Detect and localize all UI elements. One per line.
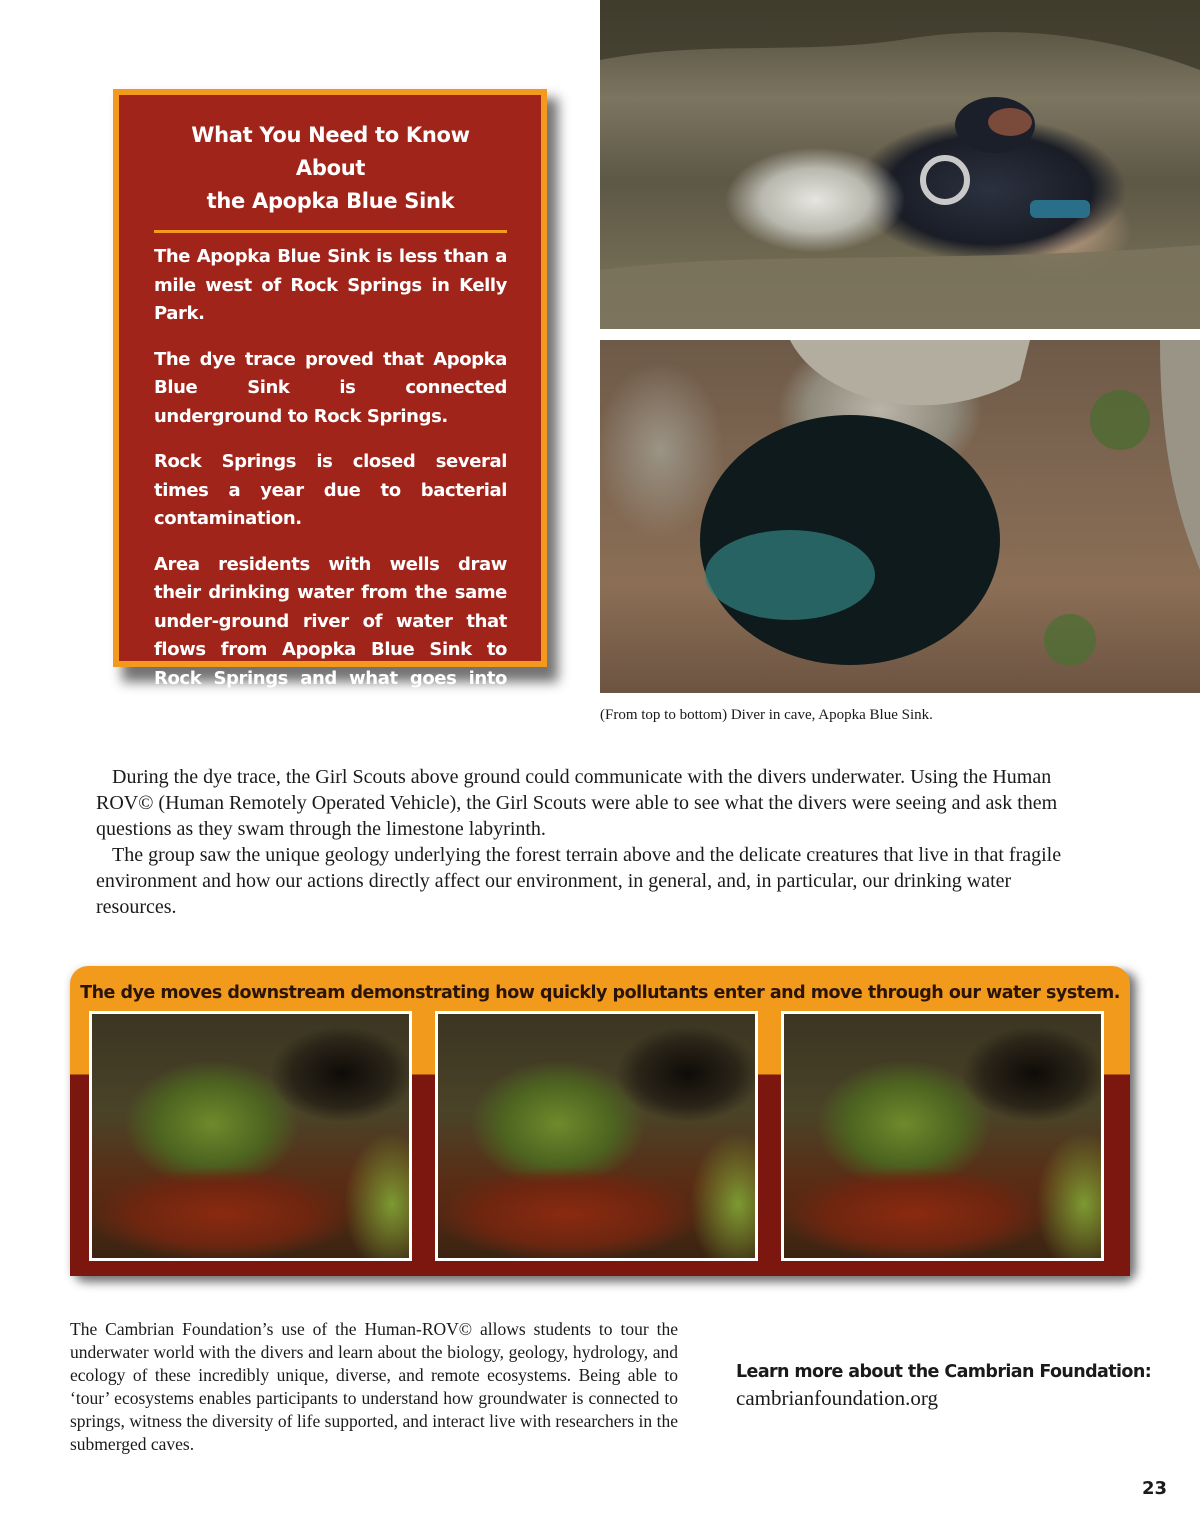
body-paragraph: The group saw the unique geology underlying the forest terrain above and the delicate creatures that live in that fragile environment and how our actions directly affect our environment, in general, and, in particular, our drinking water resources. bbox=[96, 844, 1062, 918]
info-sidebar bbox=[113, 89, 547, 746]
learn-more-label: Learn more about the Cambrian Foundation: bbox=[736, 1362, 1152, 1382]
dye-panel-caption: The dye moves downstream demonstrating how quickly pollutants enter and move through our water system. bbox=[80, 983, 1120, 1003]
sidebar-paragraph: The dye trace proved that Apopka Blue Sink is connected underground to Rock Springs. bbox=[154, 348, 507, 427]
sidebar-paragraph: Area residents with wells draw their drinking water from the same under-ground river of water that flows from Apopka Blue Sink to Rock Springs and what goes into Apopka Blue Sink goes into their drinking water. bbox=[154, 553, 507, 746]
dye-photo-1 bbox=[89, 1011, 412, 1261]
photo-caption: (From top to bottom) Diver in cave, Apopka Blue Sink. bbox=[600, 707, 933, 723]
sidebar-paragraph: Rock Springs is closed several times a year due to bacterial contamination. bbox=[154, 451, 507, 529]
sidebar-title bbox=[154, 119, 507, 218]
sidebar-paragraph: The Apopka Blue Sink is less than a mile west of Rock Springs in Kelly Park. bbox=[154, 246, 507, 324]
dye-trace-panel bbox=[70, 966, 1130, 1276]
sidebar-divider bbox=[154, 230, 507, 233]
diver-in-cave-photo bbox=[600, 0, 1200, 329]
sink-photo-detail bbox=[600, 340, 1200, 693]
diver-photo-detail bbox=[600, 0, 1200, 329]
sidebar-title-line1: What You Need to Know About bbox=[191, 123, 470, 180]
page-number: 23 bbox=[1142, 1478, 1168, 1499]
dye-photo-3 bbox=[781, 1011, 1104, 1261]
body-paragraph: During the dye trace, the Girl Scouts above ground could communicate with the divers underwater. Using the Human ROV© (Human Remotely Operated Vehicle), the Girl Scouts were able to see what the divers were seeing and ask them questions as they swam through the limestone labyrinth. bbox=[96, 766, 1058, 840]
article-body bbox=[96, 764, 1081, 920]
cambrian-foundation-link[interactable]: cambrianfoundation.org bbox=[736, 1386, 938, 1410]
footer-paragraph: The Cambrian Foundation’s use of the Human-ROV© allows students to tour the underwater world with the divers and learn about the biology, geology, hydrology, and ecology of these incredibly unique, diverse, and remote ecosystems. Being able to ‘tour’ ecosystems enables participants to understand how groundwater is connected to springs, witness the diversity of life supported, and interact live with researchers in the submerged caves. bbox=[70, 1319, 678, 1454]
dye-photo-2 bbox=[435, 1011, 758, 1261]
apopka-blue-sink-photo bbox=[600, 340, 1200, 693]
sidebar-title-line2: the Apopka Blue Sink bbox=[206, 189, 455, 213]
